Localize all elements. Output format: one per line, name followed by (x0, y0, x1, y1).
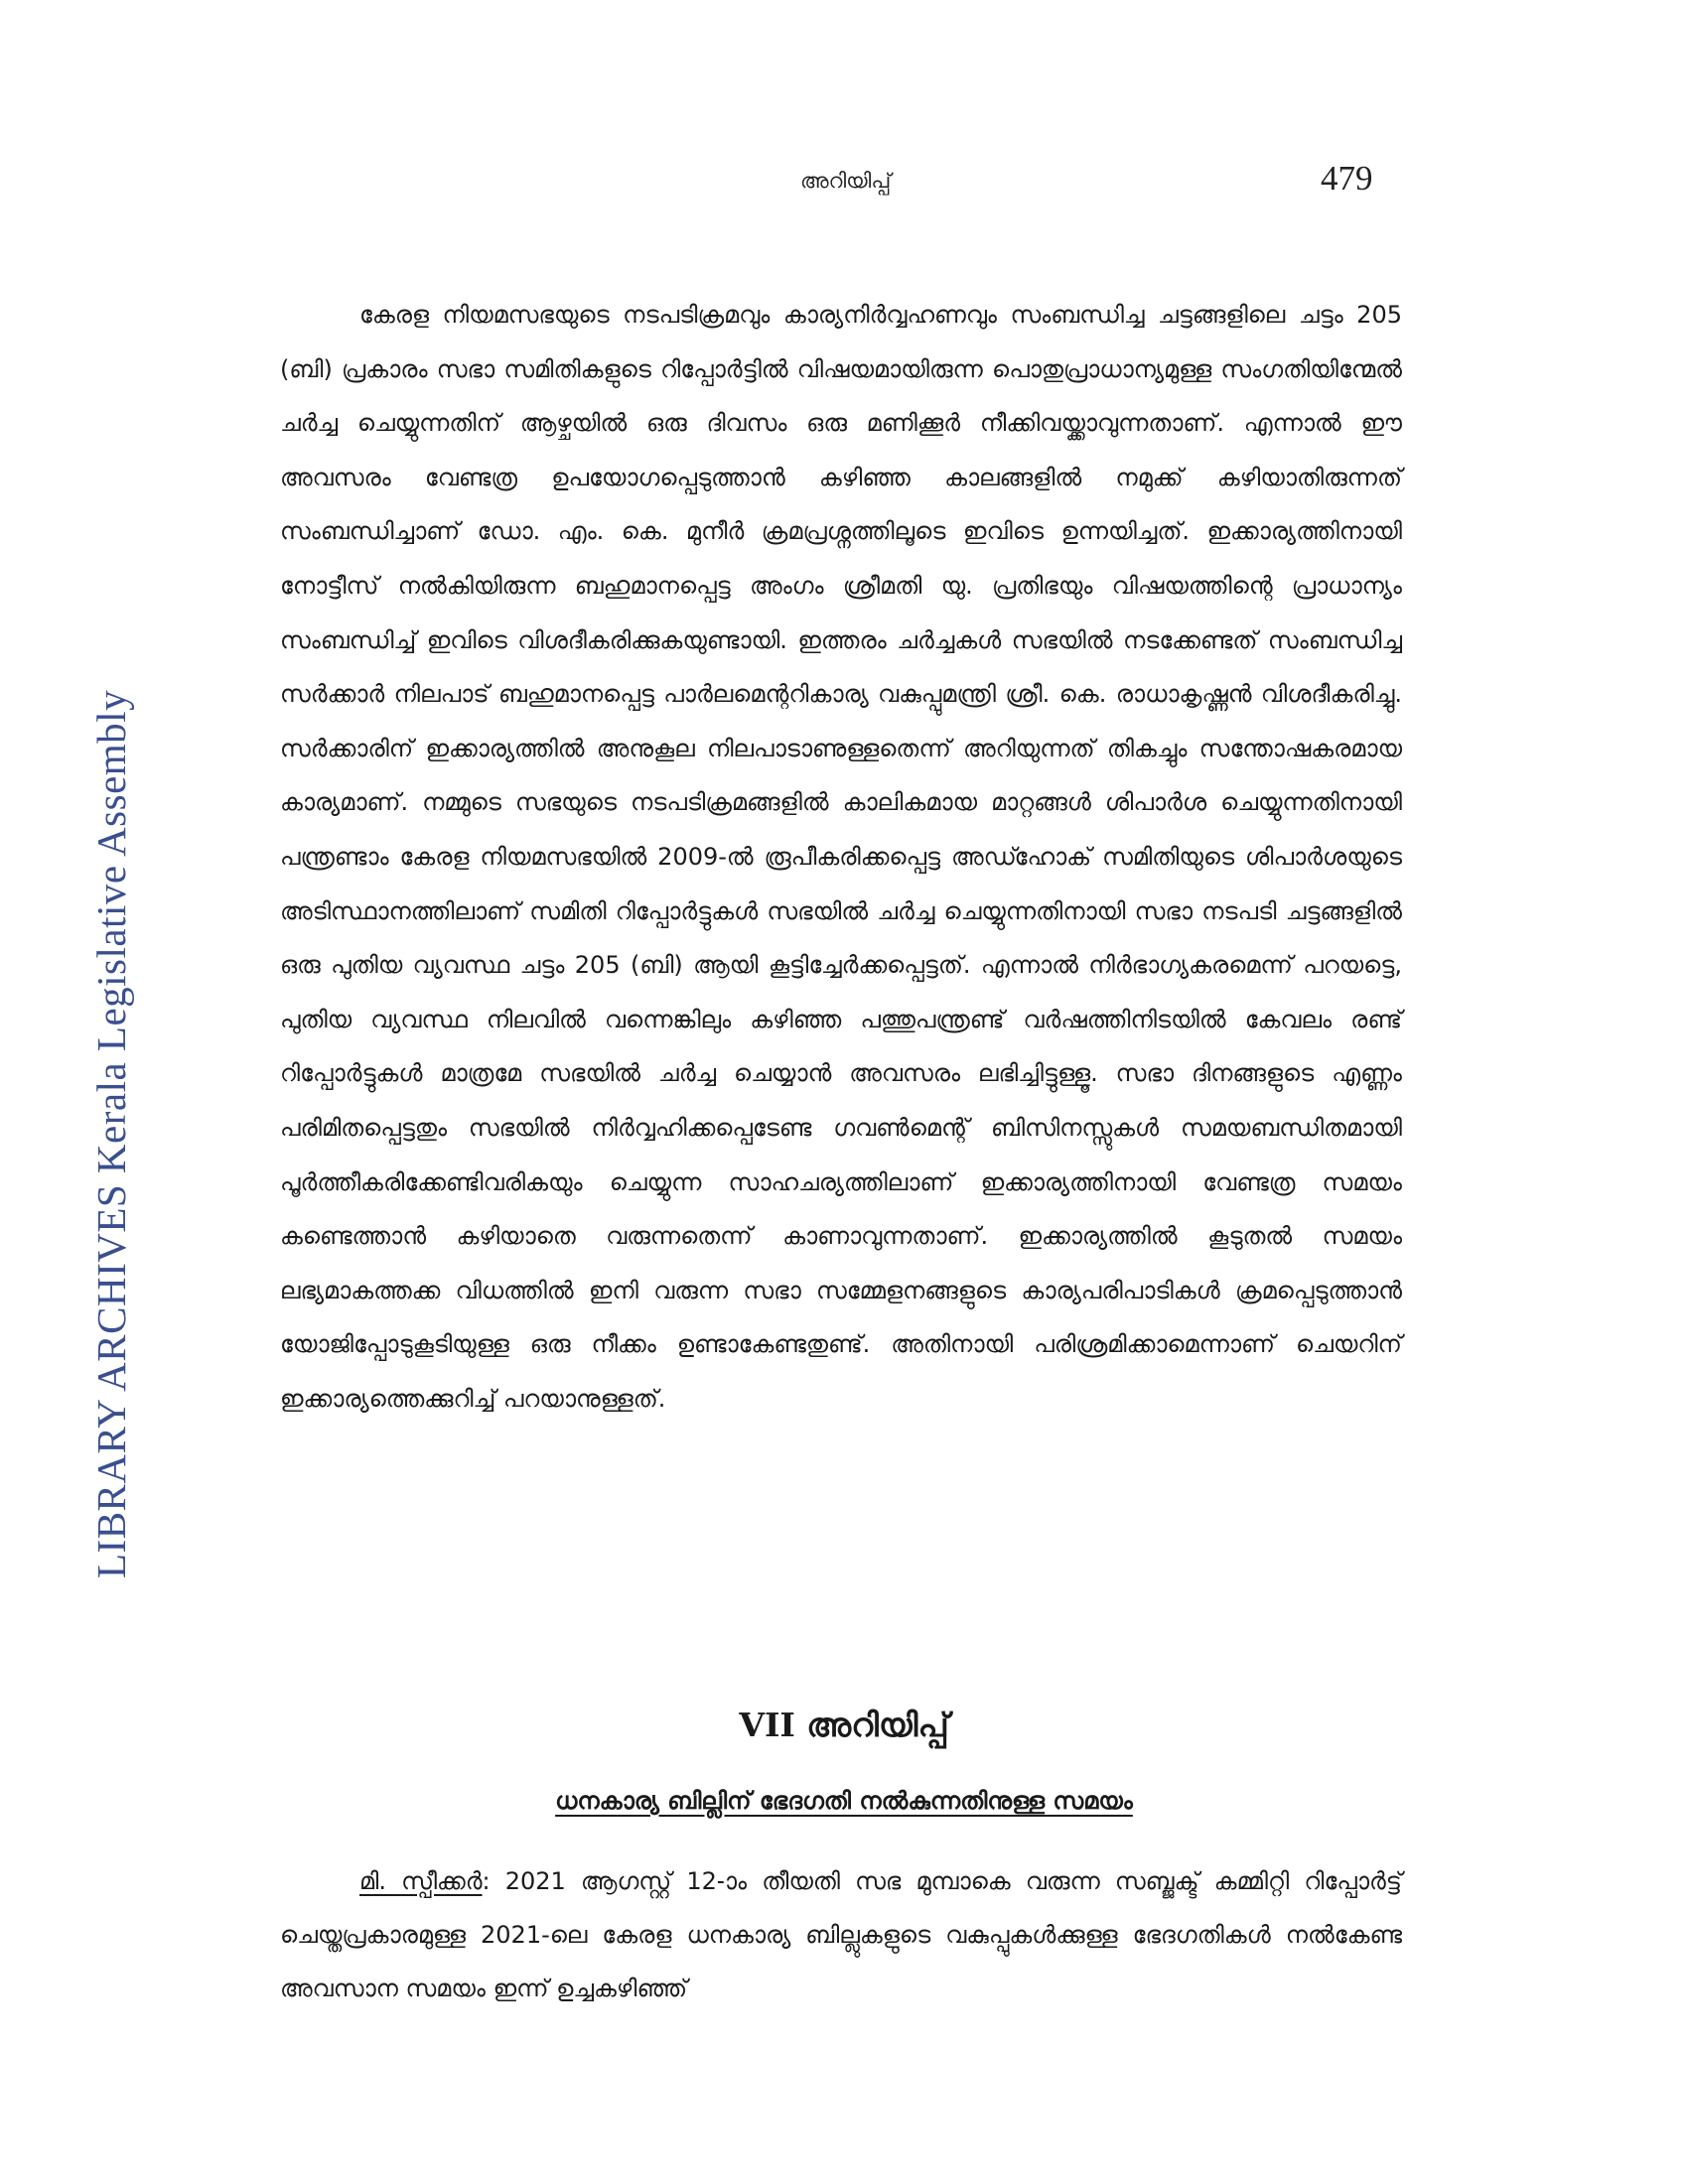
speaker-name: മി. സ്പീക്കർ (359, 1867, 483, 1895)
archive-watermark: LIBRARY ARCHIVES Kerala Legislative Assembly (88, 689, 134, 1578)
section-subheading: ധനകാര്യ ബില്ലിന് ഭേദഗതി നൽകുന്നതിനുള്ള സമയം (555, 1787, 1133, 1815)
section-heading: VII അറിയിപ്പ് (739, 1706, 949, 1744)
page-number: 479 (1321, 159, 1373, 198)
speech-text: : 2021 ആഗസ്റ്റ് 12-ാം തീയതി സഭ മുമ്പാകെ വരുന്ന സബ്ജക്ട് കമ്മിറ്റി റിപ്പോർട്ട് ചെയ്തപ്രകാരമുള്ള 2021-ലെ കേരള ധനകാര്യ ബില്ലുകളുടെ വകുപ്പുകൾക്കുള്ള ഭേദഗതികൾ നൽകേണ്ട അവസാന സമയം ഇന്ന് ഉച്ചകഴിഞ്ഞ് (280, 1867, 1402, 2002)
running-header: അറിയിപ്പ് (800, 169, 892, 193)
speech-paragraph (280, 1854, 1402, 2015)
body-paragraph: കേരള നിയമസഭയുടെ നടപടിക്രമവും കാര്യനിർവ്വഹണവും സംബന്ധിച്ച ചട്ടങ്ങളിലെ ചട്ടം 205 (ബി) പ്രകാരം സഭാ സമിതികളുടെ റിപ്പോർട്ടിൽ വിഷയമായിരുന്ന പൊതുപ്രാധാന്യമുള്ള സംഗതിയിന്മേൽ ചർച്ച ചെയ്യുന്നതിന് ആഴ്ചയിൽ ഒരു ദിവസം ഒരു മണിക്കൂർ നീക്കിവയ്ക്കാവുന്നതാണ്. എന്നാൽ ഈ അവസരം വേണ്ടത്ര ഉപയോഗപ്പെടുത്താൻ കഴിഞ്ഞ കാലങ്ങളിൽ നമുക്ക് കഴിയാതിരുന്നത് സംബന്ധിച്ചാണ് ഡോ. എം. കെ. മുനീർ ക്രമപ്രശ്നത്തിലൂടെ ഇവിടെ ഉന്നയിച്ചത്. ഇക്കാര്യത്തിനായി നോട്ടീസ് നൽകിയിരുന്ന ബഹുമാനപ്പെട്ട അംഗം ശ്രീമതി യു. പ്രതിഭയും വിഷയത്തിന്റെ പ്രാധാന്യം സംബന്ധിച്ച് ഇവിടെ വിശദീകരിക്കുകയുണ്ടായി. ഇത്തരം ചർച്ചകൾ സഭയിൽ നടക്കേണ്ടത് സംബന്ധിച്ച സർക്കാർ നിലപാട് ബഹുമാനപ്പെട്ട പാർലമെന്ററികാര്യ വകുപ്പുമന്ത്രി ശ്രീ. കെ. രാധാകൃഷ്ണൻ വിശദീകരിച്ചു. സർക്കാരിന് ഇക്കാര്യത്തിൽ അനുകൂല നിലപാടാണുള്ളതെന്ന് അറിയുന്നത് തികച്ചും സന്തോഷകരമായ കാര്യമാണ്. നമ്മുടെ സഭയുടെ നടപടിക്രമങ്ങളിൽ കാലികമായ മാറ്റങ്ങൾ ശിപാർശ ചെയ്യുന്നതിനായി പന്ത്രണ്ടാം കേരള നിയമസഭയിൽ 2009-ൽ രൂപീകരിക്കപ്പെട്ട അഡ്ഹോക് സമിതിയുടെ ശിപാർശയുടെ അടിസ്ഥാനത്തിലാണ് സമിതി റിപ്പോർട്ടുകൾ സഭയിൽ ചർച്ച ചെയ്യുന്നതിനായി സഭാ നടപടി ചട്ടങ്ങളിൽ ഒരു പുതിയ വ്യവസ്ഥ ചട്ടം 205 (ബി) ആയി കൂട്ടിച്ചേർക്കപ്പെട്ടത്. എന്നാൽ നിർഭാഗ്യകരമെന്ന് പറയട്ടെ, പുതിയ വ്യവസ്ഥ നിലവിൽ വന്നെങ്കിലും കഴിഞ്ഞ പത്തുപന്ത്രണ്ട് വർഷത്തിനിടയിൽ കേവലം രണ്ട് റിപ്പോർട്ടുകൾ മാത്രമേ സഭയിൽ ചർച്ച ചെയ്യാൻ അവസരം ലഭിച്ചിട്ടുള്ളൂ. സഭാ ദിനങ്ങളുടെ എണ്ണം പരിമിതപ്പെട്ടതും സഭയിൽ നിർവ്വഹിക്കപ്പെടേണ്ട ഗവൺമെന്റ് ബിസിനസ്സുകൾ സമയബന്ധിതമായി പൂർത്തീകരിക്കേണ്ടിവരികയും ചെയ്യുന്ന സാഹചര്യത്തിലാണ് ഇക്കാര്യത്തിനായി വേണ്ടത്ര സമയം കണ്ടെത്താൻ കഴിയാതെ വരുന്നതെന്ന് കാണാവുന്നതാണ്. ഇക്കാര്യത്തിൽ കൂടുതൽ സമയം ലഭ്യമാകത്തക്ക വിധത്തിൽ ഇനി വരുന്ന സഭാ സമ്മേളനങ്ങളുടെ കാര്യപരിപാടികൾ ക്രമപ്പെടുത്താൻ യോജിപ്പോടുകൂടിയുള്ള ഒരു നീക്കം ഉണ്ടാകേണ്ടതുണ്ട്. അതിനായി പരിശ്രമിക്കാമെന്നാണ് ചെയറിന് ഇക്കാര്യത്തെക്കുറിച്ച് പറയാനുള്ളത്. (280, 301, 1402, 1413)
